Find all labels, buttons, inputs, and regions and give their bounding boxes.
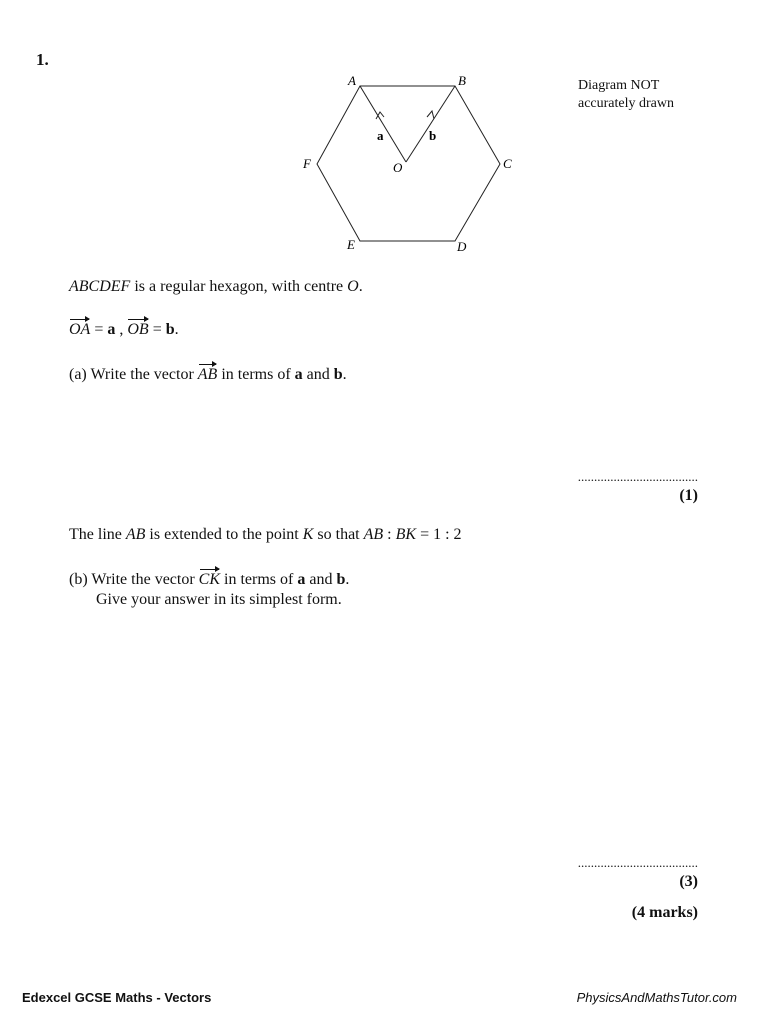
part-a-marks: (1) [679, 487, 698, 504]
label-B: B [458, 73, 466, 88]
vector-oa-line [360, 86, 406, 162]
part-b-marks: (3) [679, 873, 698, 890]
label-O: O [393, 160, 403, 175]
vector-ob-line [406, 86, 455, 162]
hexagon-name: ABCDEF [69, 278, 131, 295]
label-C: C [503, 156, 512, 171]
part-b-instruction: Give your answer in its simplest form. [96, 591, 342, 608]
label-A: A [348, 73, 356, 88]
arrow-a-icon [376, 112, 384, 119]
extension-sentence: The line AB is extended to the point K so that AB : BK = 1 : 2 [69, 526, 462, 543]
part-a-question: (a) Write the vector AB in terms of a and b. [69, 363, 347, 384]
hexagon-shape [317, 86, 500, 241]
diagram-note [578, 77, 674, 113]
part-b-answer-line[interactable]: ..................................... [577, 855, 698, 870]
diagram-note-line1: Diagram NOT [578, 78, 660, 93]
arrow-b-icon [427, 111, 434, 119]
label-vector-a: a [377, 128, 384, 143]
footer-website[interactable]: PhysicsAndMathsTutor.com [576, 990, 737, 1005]
vector-oa: OA [69, 318, 90, 339]
part-a-answer-line[interactable]: ..................................... [577, 469, 698, 484]
vector-ob: OB [127, 318, 148, 339]
label-E: E [347, 237, 355, 252]
label-D: D [457, 239, 467, 254]
total-marks: (4 marks) [631, 904, 698, 921]
hexagon-diagram [295, 68, 525, 258]
label-vector-b: b [429, 128, 437, 143]
part-b-question: (b) Write the vector CK in terms of a and b. [69, 568, 349, 589]
vector-ck: CK [199, 568, 220, 589]
footer-title: Edexcel GCSE Maths - Vectors [22, 990, 212, 1005]
question-number: 1. [36, 50, 49, 69]
label-F: F [303, 156, 311, 171]
vector-definitions: OA = a , OB = b. [69, 318, 179, 339]
diagram-note-line2: accurately drawn [578, 96, 674, 111]
vector-ab: AB [198, 363, 218, 384]
intro-sentence: ABCDEF is a regular hexagon, with centre O. [69, 278, 363, 295]
